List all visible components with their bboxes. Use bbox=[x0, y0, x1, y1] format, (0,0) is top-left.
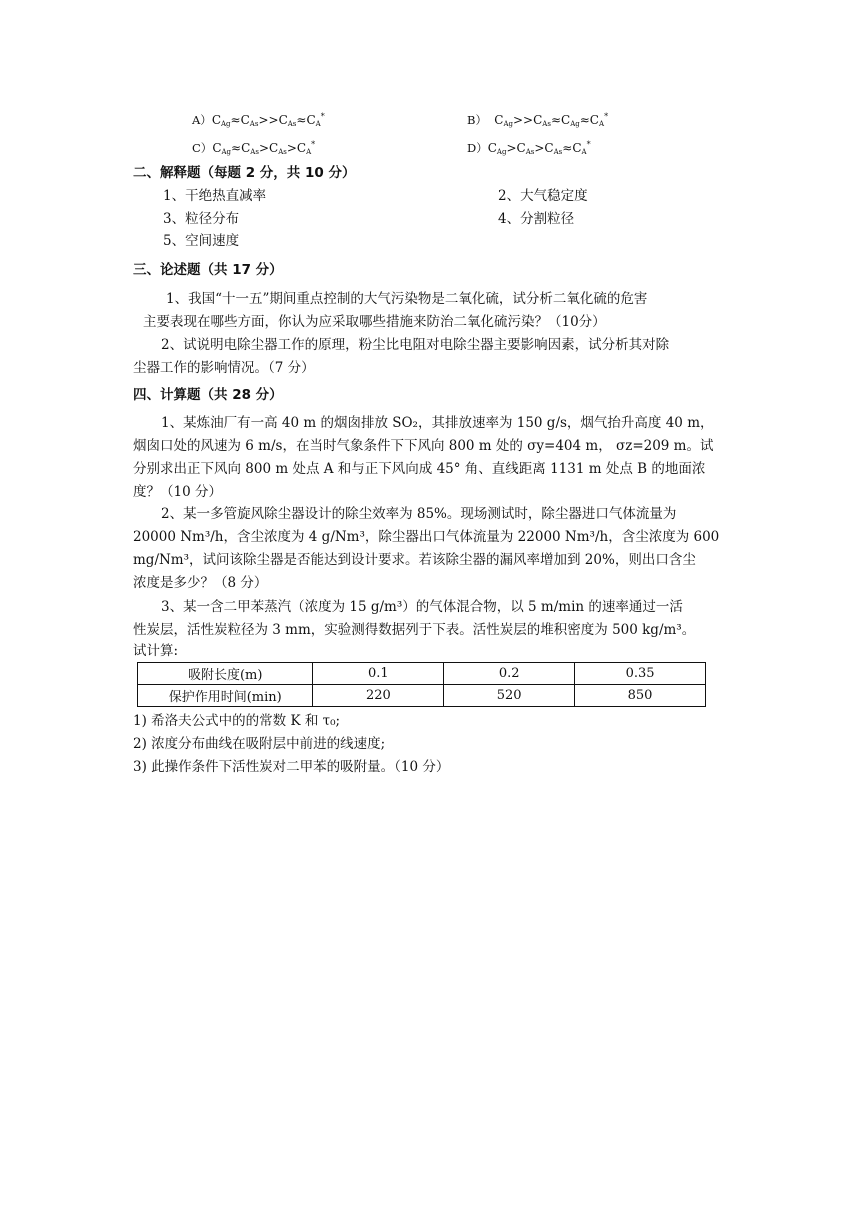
section3-heading: 三、论述题（共 17 分） bbox=[133, 262, 283, 278]
adsorption-table bbox=[137, 662, 706, 707]
option-b-letter: B） bbox=[467, 113, 487, 127]
option-d-formula: $C_{Ag}>C_{As}>C_{As}\approx C_A^*$ bbox=[487, 140, 591, 156]
section2-heading: 二、解释题（每题 2 分，共 10 分） bbox=[133, 165, 356, 181]
option-d-letter: D） bbox=[467, 141, 488, 155]
section4-q1-line1: 1、某炼油厂有一高 40 m 的烟囱排放 SO₂，其排放速率为 150 g/s，烟气抬升高度 40 m， bbox=[161, 415, 714, 431]
option-c-formula: $C_{Ag}\approx C_{As}>C_{As}>C_A^*$ bbox=[212, 140, 316, 156]
section4-q2-line1: 2、某一多管旋风除尘器设计的除尘效率为 85%。现场测试时，除尘器进口气体流量为 bbox=[161, 506, 677, 522]
option-d bbox=[467, 135, 591, 162]
section2-item-2: 2、大气稳定度 bbox=[498, 188, 588, 204]
section2-item-1: 1、干绝热直减率 bbox=[163, 188, 267, 204]
section4-heading: 四、计算题（共 28 分） bbox=[133, 387, 283, 403]
section4-q3-line3: 试计算: bbox=[133, 643, 179, 659]
section4-q3-sub3: 3) 此操作条件下活性炭对二甲苯的吸附量。（10 分） bbox=[133, 759, 450, 775]
section4-q3-line1: 3、某一含二甲苯蒸汽（浓度为 15 g/m³）的气体混合物，以 5 m/min 的速率通过一活 bbox=[161, 599, 683, 615]
section4-q3-sub1: 1) 希洛夫公式中的的常数 K 和 τ₀; bbox=[133, 713, 341, 729]
section4-q3-sub2: 2) 浓度分布曲线在吸附层中前进的线速度; bbox=[133, 736, 386, 752]
section4-q2-line2: 20000 Nm³/h，含尘浓度为 4 g/Nm³，除尘器出口气体流量为 22000 Nm³/h，含尘浓度为 600 bbox=[133, 529, 720, 545]
table-row bbox=[138, 685, 706, 707]
section3-q2-line1: 2、试说明电除尘器工作的原理，粉尘比电阻对电除尘器主要影响因素，试分析其对除 bbox=[161, 337, 670, 353]
section4-q2-line3: mg/Nm³，试问该除尘器是否能达到设计要求。若该除尘器的漏风率增加到 20%，则出口含尘 bbox=[133, 552, 696, 568]
option-b-formula: $C_{Ag}>>C_{As}\approx C_{Ag}\approx C_A^*$ bbox=[494, 112, 609, 128]
option-a-letter: A） bbox=[192, 113, 212, 127]
section3-q1-line1: 1、我国“十一五”期间重点控制的大气污染物是二氧化硫，试分析二氧化硫的危害 bbox=[166, 291, 648, 307]
option-b bbox=[467, 107, 608, 134]
option-a bbox=[192, 107, 325, 134]
section2-item-5: 5、空间速度 bbox=[163, 233, 240, 249]
section4-q1-line4: 度？（10 分） bbox=[133, 484, 222, 500]
table-cell: 0.2 bbox=[444, 663, 575, 685]
table-cell: 520 bbox=[444, 685, 575, 707]
table-cell: 0.1 bbox=[313, 663, 444, 685]
section4-q2-line4: 浓度是多少？（8 分） bbox=[133, 575, 268, 591]
option-c bbox=[192, 135, 315, 162]
table-cell: 吸附长度(m) bbox=[138, 663, 313, 685]
section2-item-3: 3、粒径分布 bbox=[163, 211, 240, 227]
option-a-formula: $C_{Ag}\approx C_{As}>>C_{As}\approx C_A^*$ bbox=[211, 112, 325, 128]
section3-q2-line2: 尘器工作的影响情况。（7 分） bbox=[133, 360, 315, 376]
section3-q1-line2: 主要表现在哪些方面，你认为应采取哪些措施来防治二氧化硫污染？（10分） bbox=[143, 314, 606, 330]
table-cell: 220 bbox=[313, 685, 444, 707]
table-cell: 保护作用时间(min) bbox=[138, 685, 313, 707]
section2-item-4: 4、分割粒径 bbox=[498, 211, 575, 227]
section4-q1-line3: 分别求出正下风向 800 m 处点 A 和与正下风向成 45° 角、直线距离 1131 m 处点 B 的地面浓 bbox=[133, 461, 706, 477]
section4-q3-line2: 性炭层，活性炭粒径为 3 mm，实验测得数据列于下表。活性炭层的堆积密度为 500 kg/m³。 bbox=[133, 622, 696, 638]
option-c-letter: C） bbox=[192, 141, 213, 155]
section4-q1-line2: 烟囱口处的风速为 6 m/s，在当时气象条件下下风向 800 m 处的 σy=404 m， σz=209 m。试 bbox=[133, 438, 714, 454]
table-cell: 850 bbox=[575, 685, 706, 707]
table-row bbox=[138, 663, 706, 685]
table-cell: 0.35 bbox=[575, 663, 706, 685]
